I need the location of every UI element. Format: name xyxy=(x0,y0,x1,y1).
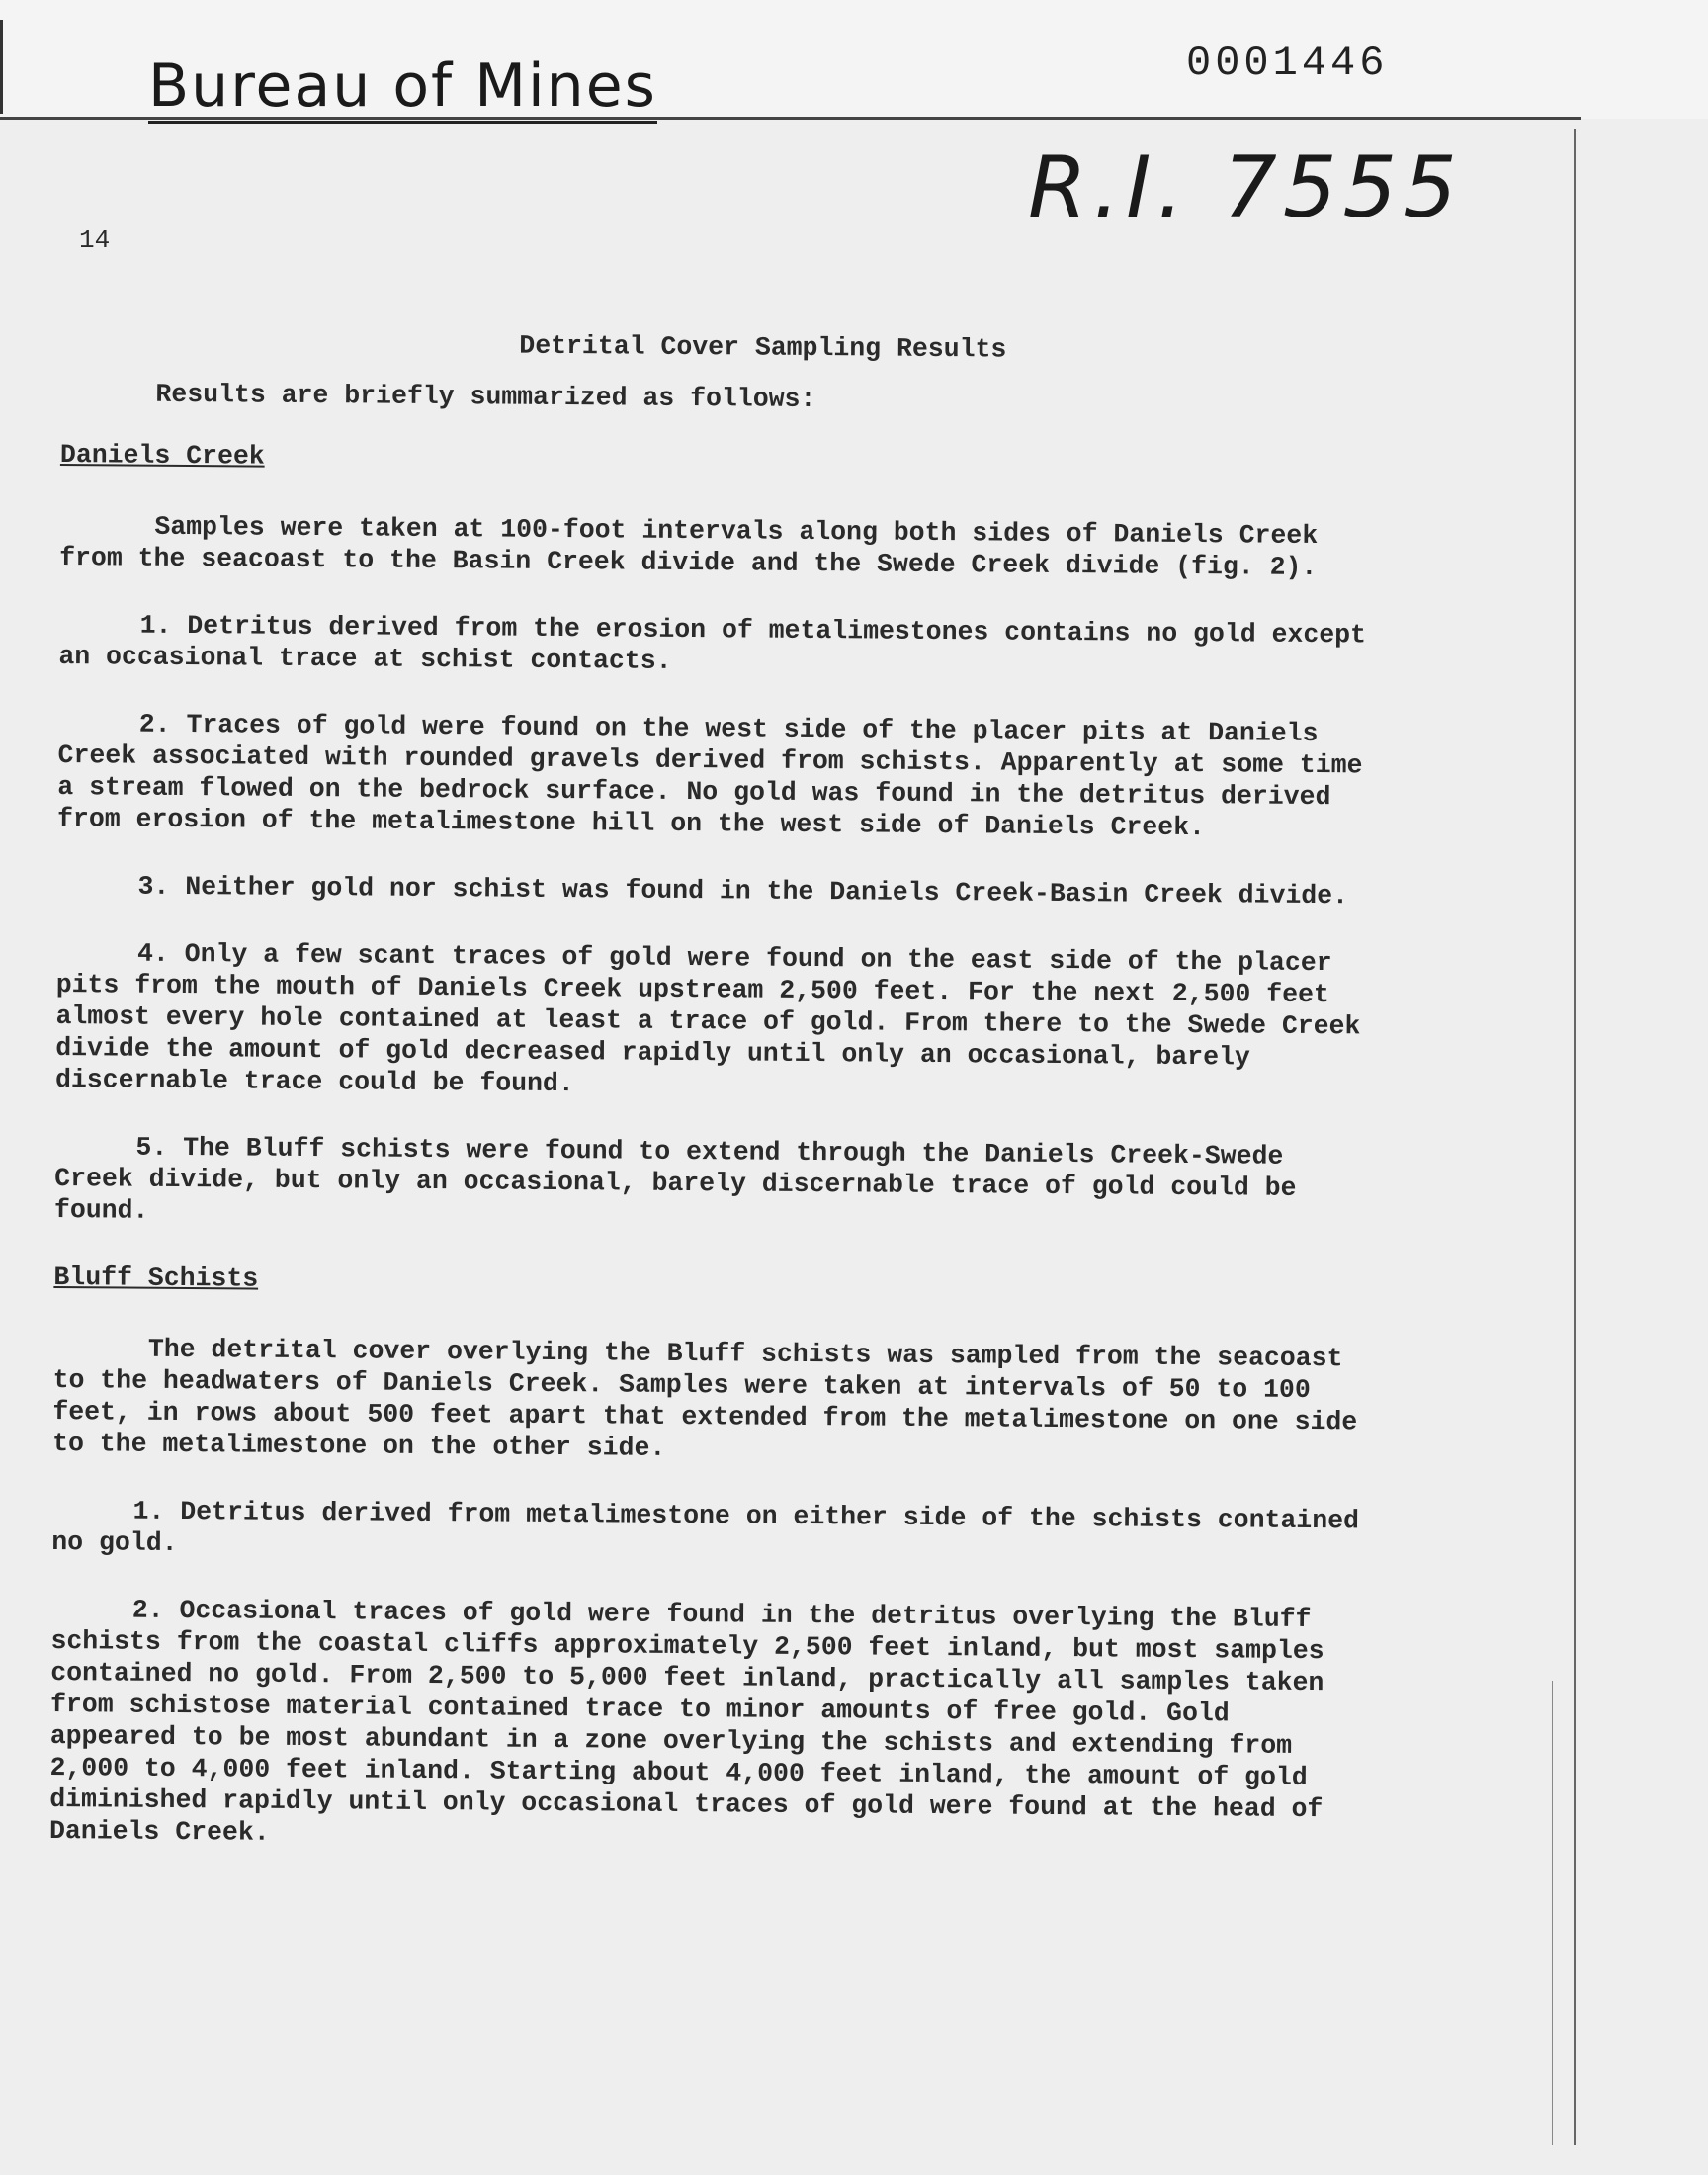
section-heading: Daniels Creek xyxy=(59,439,265,472)
page-number: 14 xyxy=(79,225,111,255)
handwritten-report-number: R.I. 7555 xyxy=(1028,138,1463,237)
lead-text: Results are briefly summarized as follows: xyxy=(155,379,816,414)
list-item: 4. Only a few scant traces of gold were found on the east side of the placer pits from the mouth of Daniels Creek upstream 2,500 feet. For the next 2,500 feet almost every hole contained at least a trace of gold. From there to the Swede Creek divide the amount of gold decreased rapidly until only an occasional, barely discernable trace could be found. xyxy=(54,938,1361,1099)
section-daniels-creek xyxy=(54,439,1375,1236)
list-item: 3. Neither gold nor schist was found in the Daniels Creek-Basin Creek divide. xyxy=(137,871,1349,912)
section-intro: Samples were taken at 100-foot intervals along both sides of Daniels Creek from the seacoast to the Basin Creek divide and the Swede Creek divide (fig. 2). xyxy=(59,511,1319,582)
list-item: 1. Detritus derived from the erosion of metalimestones contains no gold except an occasional trace at schist contacts. xyxy=(58,610,1367,676)
list-item: 5. The Bluff schists were found to extend through the Daniels Creek-Swede Creek divide, but only an occasional, barely discernable trace of gold could be found. xyxy=(53,1132,1297,1226)
list-item: 2. Traces of gold were found on the west side of the placer pits at Daniels Creek associated with rounded gravels derived from schists. Apparently at some time a stream flowed on the bedrock surface. No gold was found in the detritus derived from erosion of the metalimestone hill on the west side of Daniels Creek. xyxy=(56,709,1363,843)
sheet-edge-right xyxy=(1574,129,1576,2145)
handwritten-agency: Bureau of Mines xyxy=(148,51,657,121)
sheet-edge-right-inner xyxy=(1552,1681,1553,2145)
page-edge-mark xyxy=(0,20,3,114)
section-heading: Bluff Schists xyxy=(53,1262,259,1294)
document-title: Detrital Cover Sampling Results xyxy=(519,330,1007,365)
stamp-number: 0001446 xyxy=(1186,40,1389,87)
document-body xyxy=(49,326,1376,1892)
list-item: 2. Occasional traces of gold were found in the detritus overlying the Bluff schists from the coastal cliffs approximately 2,500 feet inland, but most samples contained no gold. From 2,500 to 5,000 feet inland, practically all samples taken from schistose material contained trace to minor amounts of free gold. Gold appeared to be most abundant in a zone overlying the schists and extending from 2,000 to 4,000 feet inland. Starting about 4,000 feet inland, the amount of gold diminished rapidly until only occasional traces of gold were found at the head of Daniels Creek. xyxy=(48,1595,1324,1848)
section-intro: The detrital cover overlying the Bluff schists was sampled from the seacoast to the headwaters of Daniels Creek. Samples were taken at intervals of 50 to 100 feet, in rows about 500 feet apart that extended from the metalimestone on one side to the metalimestone on the other side. xyxy=(52,1334,1358,1463)
section-bluff-schists xyxy=(49,1262,1369,1857)
list-item: 1. Detritus derived from metalimestone on either side of the schists contained no gold. xyxy=(51,1496,1360,1558)
